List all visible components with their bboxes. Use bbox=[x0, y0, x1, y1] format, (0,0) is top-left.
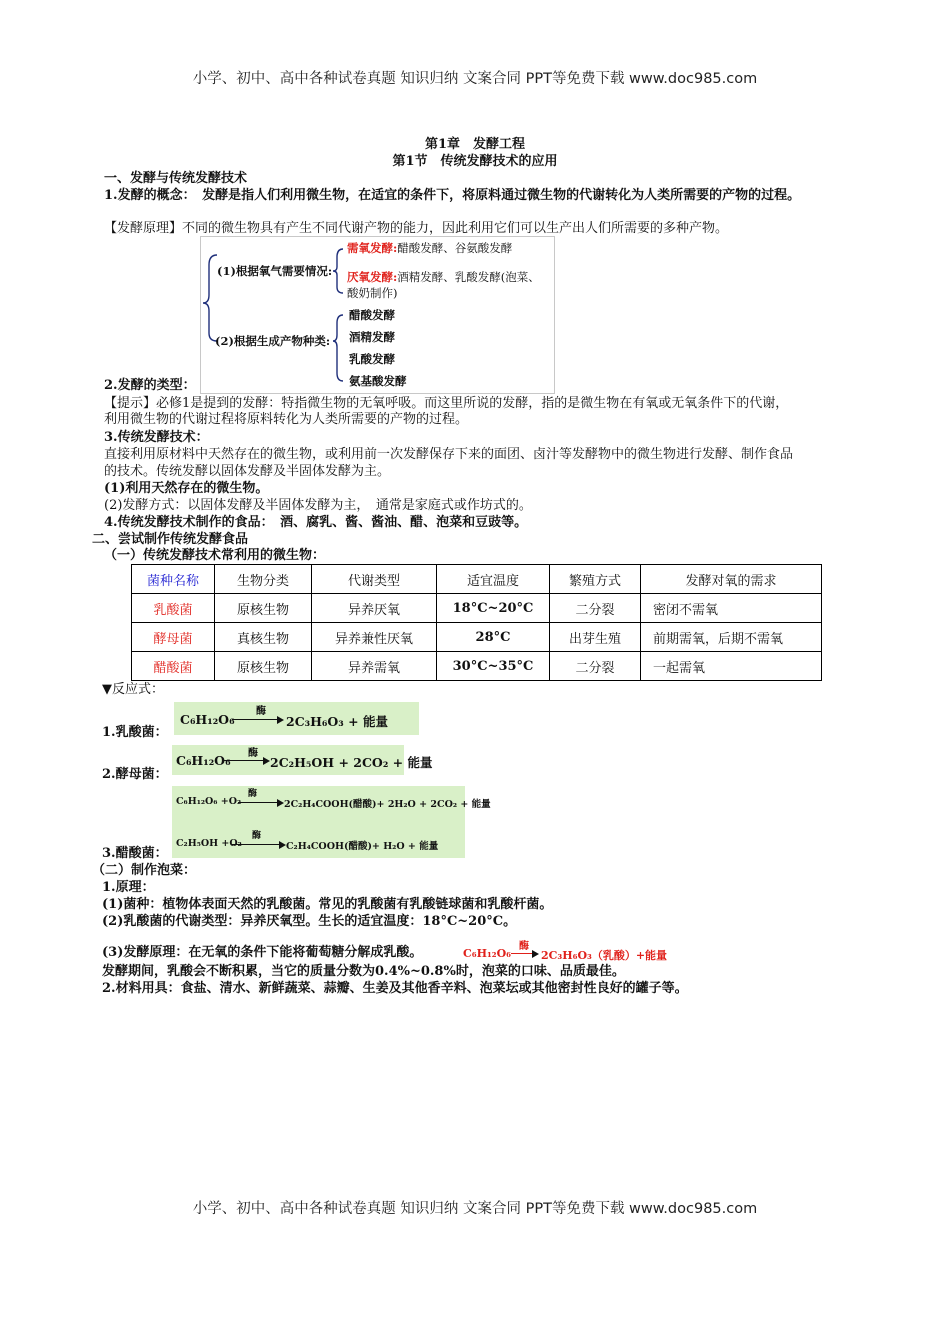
product-bracket bbox=[333, 315, 343, 381]
table-cell: 异养兼性厌氧 bbox=[312, 623, 437, 652]
table-row bbox=[132, 594, 822, 623]
microbe-table bbox=[131, 564, 822, 681]
main-bracket bbox=[203, 255, 217, 341]
table-header-row bbox=[132, 565, 822, 594]
traditional-foods: 4.传统发酵技术制作的食品： 酒、腐乳、酱、酱油、醋、泡菜和豆豉等。 bbox=[104, 515, 528, 530]
page-header: 小学、初中、高中各种试卷真题 知识归纳 文案合同 PPT等免费下载 www.doc985.com bbox=[192, 71, 758, 87]
aerobic-label: 需氧发酵: bbox=[347, 241, 398, 255]
anaerobic-items-1: 酒精发酵、乳酸发酵(泡菜、 bbox=[397, 270, 540, 284]
reaction-heading: ▼反应式： bbox=[102, 682, 164, 697]
table-cell: 原核生物 bbox=[215, 652, 312, 681]
product-amino: 氨基酸发酵 bbox=[349, 374, 407, 388]
enzyme-label: 酶 bbox=[256, 706, 266, 717]
table-row bbox=[132, 652, 822, 681]
eq-left: C₆H₁₂O₆ +O₂ bbox=[176, 796, 242, 807]
reaction-arrow bbox=[224, 760, 268, 761]
section-heading-1: 一、发酵与传统发酵技术 bbox=[104, 171, 248, 186]
concept-text: 1.发酵的概念： 发酵是指人们利用微生物，在适宜的条件下，将原料通过微生物的代谢转化为人类所需要的产物的过程。 bbox=[104, 188, 801, 203]
table-cell: 真核生物 bbox=[215, 623, 312, 652]
reaction-arrow bbox=[511, 953, 537, 954]
product-alcohol: 酒精发酵 bbox=[349, 330, 395, 344]
eq-right: 2C₂H₄COOH(醋酸)+ 2H₂O + 2CO₂ + 能量 bbox=[284, 799, 491, 810]
product-acetic: 醋酸发酵 bbox=[349, 308, 395, 322]
table-cell: 酵母菌 bbox=[132, 623, 215, 652]
pickle-strain: (1)菌种：植物体表面天然的乳酸菌。常见的乳酸菌有乳酸链球菌和乳酸杆菌。 bbox=[102, 897, 553, 912]
table-cell: 醋酸菌 bbox=[132, 652, 215, 681]
reaction-arrow bbox=[232, 719, 282, 720]
traditional-item-2: (2)发酵方式：以固体发酵及半固体发酵为主， 通常是家庭式或作坊式的。 bbox=[104, 498, 532, 513]
eq-left: C₆H₁₂O₆ bbox=[463, 947, 512, 960]
by-product-label: (2)根据生成产物种类: bbox=[215, 334, 331, 348]
fermentation-principle: 【发酵原理】不同的微生物具有产生不同代谢产物的能力，因此利用它们可以生产出人们所需要的多种产物。 bbox=[104, 221, 729, 236]
section-heading-2: 二、尝试制作传统发酵食品 bbox=[92, 532, 249, 547]
oxygen-bracket bbox=[333, 249, 343, 293]
table-header: 繁殖方式 bbox=[550, 565, 641, 594]
eq-left: C₂H₅OH +O₂ bbox=[176, 838, 242, 849]
table-header: 代谢类型 bbox=[312, 565, 437, 594]
table-cell: 前期需氧，后期不需氧 bbox=[641, 623, 822, 652]
section-title: 第1节 传统发酵技术的应用 bbox=[392, 154, 558, 169]
table-cell: 异养需氧 bbox=[312, 652, 437, 681]
eq-right: 2C₃H₆O₃（乳酸）+能量 bbox=[541, 949, 668, 962]
eq-left: C₆H₁₂O₆ bbox=[180, 712, 235, 727]
traditional-line-1: 直接利用原材料中天然存在的微生物，或利用前一次发酵保存下来的面团、卤汁等发酵物中的微生物进行发酵、制作食品 bbox=[104, 447, 794, 462]
table-header: 适宜温度 bbox=[437, 565, 550, 594]
anaerobic-items-2: 酸奶制作) bbox=[347, 286, 398, 300]
tip-line-2: 利用微生物的代谢过程将原料转化为人类所需要的产物的过程。 bbox=[104, 412, 469, 427]
eq-label-lactic: 1.乳酸菌： bbox=[102, 725, 168, 740]
eq-right: 2C₂H₅OH + 2CO₂ + 能量 bbox=[270, 755, 433, 770]
eq-label-acetic: 3.醋酸菌： bbox=[102, 846, 168, 861]
table-cell: 原核生物 bbox=[215, 594, 312, 623]
enzyme-label: 酶 bbox=[519, 941, 529, 952]
enzyme-label: 酶 bbox=[248, 748, 258, 759]
pickle-metabolism: (2)乳酸菌的代谢类型：异养厌氧型。生长的适宜温度：18°C~20°C。 bbox=[102, 914, 517, 929]
equation-lactic bbox=[174, 702, 419, 735]
traditional-item-1: (1)利用天然存在的微生物。 bbox=[104, 481, 269, 496]
microbes-heading: （一）传统发酵技术常利用的微生物： bbox=[104, 548, 326, 563]
table-cell: 二分裂 bbox=[550, 652, 641, 681]
fermentation-types-label: 2.发酵的类型： bbox=[104, 378, 196, 393]
traditional-line-2: 的技术。传统发酵以固体发酵及半固体发酵为主。 bbox=[104, 464, 391, 479]
table-cell: 30°C~35°C bbox=[437, 652, 550, 681]
table-cell: 密闭不需氧 bbox=[641, 594, 822, 623]
eq-left: C₆H₁₂O₆ bbox=[176, 753, 231, 768]
pickle-materials: 2.材料用具：食盐、清水、新鲜蔬菜、蒜瓣、生姜及其他香辛料、泡菜坛或其他密封性良好的罐子等。 bbox=[102, 981, 688, 996]
equation-acetic bbox=[172, 786, 491, 858]
tip-line-1: 【提示】必修1是提到的发酵：特指微生物的无氧呼吸。而这里所说的发酵，指的是微生物在有氧或无氧条件下的代谢， bbox=[104, 396, 789, 411]
pickle-fermentation-principle: (3)发酵原理：在无氧的条件下能将葡萄糖分解成乳酸。 bbox=[102, 945, 423, 960]
table-cell: 出芽生殖 bbox=[550, 623, 641, 652]
table-cell: 28°C bbox=[437, 623, 550, 652]
table-header: 菌种名称 bbox=[132, 565, 215, 594]
chapter-title: 第1章 发酵工程 bbox=[424, 137, 526, 152]
table-cell: 异养厌氧 bbox=[312, 594, 437, 623]
eq-right: C₂H₄COOH(醋酸)+ H₂O + 能量 bbox=[286, 841, 439, 852]
anaerobic-row bbox=[347, 269, 540, 285]
table-row bbox=[132, 623, 822, 652]
anaerobic-label: 厌氧发酵: bbox=[347, 270, 398, 284]
enzyme-label: 酶 bbox=[252, 831, 262, 841]
equation-yeast bbox=[172, 745, 433, 775]
table-cell: 18°C~20°C bbox=[437, 594, 550, 623]
pickle-equation bbox=[463, 938, 668, 962]
reaction-arrow bbox=[238, 802, 282, 803]
reaction-arrow bbox=[232, 844, 284, 845]
product-lactic: 乳酸发酵 bbox=[349, 352, 395, 366]
eq-label-yeast: 2.酵母菌： bbox=[102, 767, 168, 782]
table-header: 生物分类 bbox=[215, 565, 312, 594]
eq-right: 2C₃H₆O₃ + 能量 bbox=[286, 714, 388, 729]
table-header: 发酵对氧的需求 bbox=[641, 565, 822, 594]
page-footer: 小学、初中、高中各种试卷真题 知识归纳 文案合同 PPT等免费下载 www.doc985.com bbox=[192, 1201, 758, 1217]
table-cell: 二分裂 bbox=[550, 594, 641, 623]
by-oxygen-label: (1)根据氧气需要情况: bbox=[217, 264, 333, 278]
fermentation-concept bbox=[104, 188, 800, 204]
aerobic-row bbox=[347, 240, 512, 256]
table-cell: 乳酸菌 bbox=[132, 594, 215, 623]
pickle-heading: （二）制作泡菜： bbox=[92, 863, 197, 878]
aerobic-items: 醋酸发酵、谷氨酸发酵 bbox=[397, 241, 513, 255]
traditional-heading: 3.传统发酵技术： bbox=[104, 430, 209, 445]
enzyme-label: 酶 bbox=[248, 789, 258, 799]
fermentation-classification-diagram bbox=[200, 236, 555, 394]
pickle-principle: 1.原理： bbox=[102, 880, 155, 895]
pickle-lactic-accumulation: 发酵期间，乳酸会不断积累，当它的质量分数为0.4%~0.8%时，泡菜的口味、品质最佳。 bbox=[102, 964, 625, 979]
table-cell: 一起需氧 bbox=[641, 652, 822, 681]
